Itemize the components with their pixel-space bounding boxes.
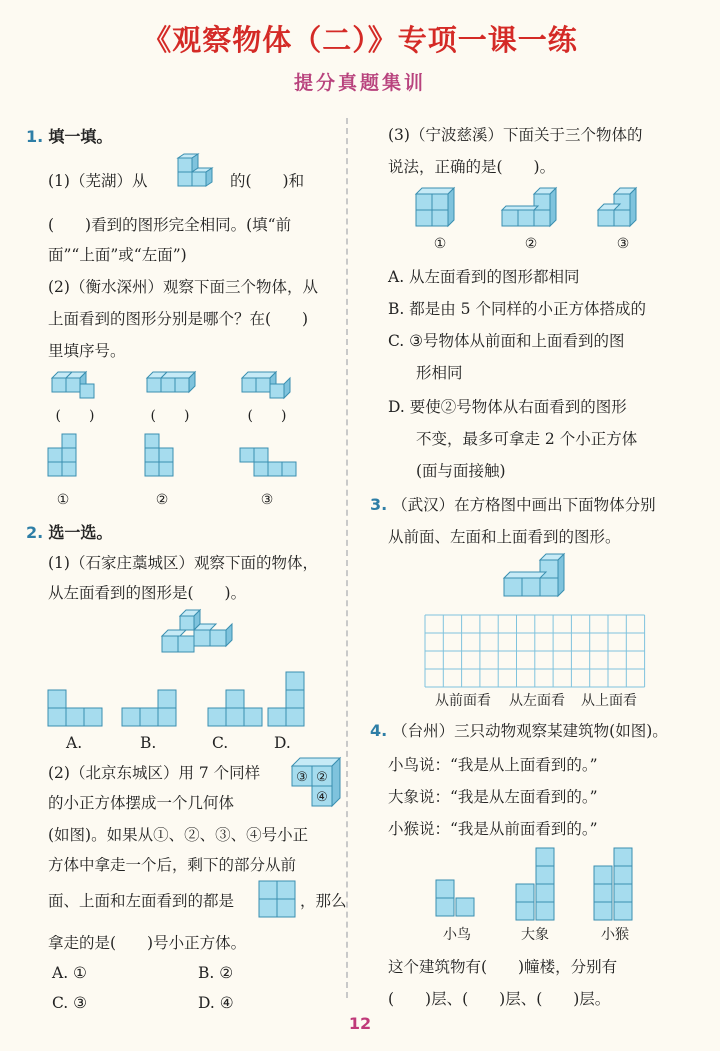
q4-line-2: 小鸟说：“我是从上面看到的。”: [388, 756, 598, 774]
q1-p2-text-2: 上面看到的图形分别是哪个？在( ): [48, 310, 309, 328]
q2-object-figure: [158, 606, 238, 660]
cube-label-2: ②: [316, 770, 328, 785]
q4-line-3: 大象说：“我是从左面看到的。”: [388, 788, 598, 806]
q1b-option-c-2: 形相同: [416, 364, 463, 382]
q1-number: 1.: [26, 127, 44, 146]
page-title: 《观察物体（二）》专项一课一练: [142, 23, 578, 57]
q3-number: 3.: [370, 495, 388, 514]
q1-object-1: [50, 368, 100, 402]
q4-number: 4.: [370, 721, 388, 740]
q2-option-figure-b: [122, 670, 178, 728]
q2-option-figure-c: [208, 670, 264, 728]
cube-label-3: ③: [296, 770, 308, 785]
q4-line-4: 小猴说：“我是从前面看到的。”: [388, 820, 598, 838]
q1-p3-text-1: (3)（宁波慈溪）下面关于三个物体的: [388, 126, 643, 144]
q3-text-1: [370, 494, 656, 516]
q1-object-3: [240, 368, 296, 402]
q4-label-monkey: 小猴: [601, 927, 629, 943]
q3-object-figure: [496, 552, 576, 606]
q1-choice-label-2: ②: [155, 492, 169, 508]
q4-elephant-view: [512, 846, 558, 922]
q2-p2-text-4: 方体中拿走一个后，剩下的部分从前: [48, 856, 297, 874]
q3-grid-label-front: 从前面看: [435, 693, 491, 709]
q1-choice-label-1: ①: [56, 492, 70, 508]
q1-object-2: [145, 368, 201, 402]
q1b-option-d-1[interactable]: D. 要使②号物体从右面看到的图形: [388, 398, 627, 416]
q1b-option-a[interactable]: A. 从左面看到的图形都相同: [388, 268, 580, 286]
q3-text-2: 从前面、左面和上面看到的图形。: [388, 528, 621, 546]
q4-line-6: ( )层、( )层、( )层。: [388, 990, 611, 1008]
q1-title: 填一填。: [48, 127, 113, 146]
q1b-option-d-2: 不变，最多可拿走 2 个小正方体: [416, 430, 638, 448]
q1-cube-figure: [172, 154, 224, 200]
q2-p2-text-1: (2)（北京东城区）用 7 个同样: [48, 764, 261, 782]
q3-grid-label-left: 从左面看: [509, 693, 565, 709]
q4-monkey-view: [590, 846, 636, 922]
q2-option-figure-a: [48, 670, 104, 728]
q2-answer-c[interactable]: C. ③: [52, 994, 88, 1012]
q1-choice-figure-3: [240, 432, 296, 490]
cube-label-4: ④: [316, 790, 328, 805]
q4-label-elephant: 大象: [521, 927, 549, 943]
q1b-figure-label-3: ③: [616, 236, 630, 252]
q4-bird-view: [434, 846, 480, 922]
q4-text-1: [370, 720, 668, 742]
q2-heading: [26, 520, 112, 543]
q1b-figure-3: [596, 186, 652, 236]
page-subtitle: 提分真题集训: [293, 72, 426, 94]
q2-option-figure-d: [266, 670, 322, 728]
q1b-figure-label-1: ①: [433, 236, 447, 252]
q2-numbered-cubes: [290, 756, 350, 808]
q1b-option-c-1[interactable]: C. ③号物体从前面和上面看到的图: [388, 332, 625, 350]
q4-line-1: （台州）三只动物观察某建筑物(如图)。: [392, 722, 668, 740]
q1-p1-text-3: 面”“上面”或“左面”): [48, 246, 187, 264]
q2-option-c[interactable]: C.: [212, 734, 229, 752]
q1-choice-label-3: ③: [260, 492, 274, 508]
q3-line-1: （武汉）在方格图中画出下面物体分别: [392, 496, 656, 514]
q1-p3-text-2: 说法，正确的是( )。: [388, 158, 556, 176]
q1-blank-1[interactable]: ( ): [55, 408, 95, 424]
q2-p2-text-6: 拿走的是( )号小正方体。: [48, 934, 247, 952]
q1b-figure-1: [414, 186, 470, 236]
q2-view-square: [258, 880, 298, 918]
q1-p2-text-3: 里填序号。: [48, 342, 126, 360]
q1b-option-d-3: (面与面接触): [416, 462, 506, 480]
q2-p2-text-5a: 面、上面和左面看到的都是: [48, 892, 235, 910]
q2-option-a[interactable]: A.: [66, 734, 83, 752]
page-number: 12: [348, 1014, 372, 1033]
q2-p2-text-3: (如图)。如果从①、②、③、④号小正: [48, 826, 309, 844]
q1-blank-2[interactable]: ( ): [150, 408, 190, 424]
q1-choice-figure-2: [145, 432, 185, 490]
q3-drawing-grid[interactable]: [424, 614, 646, 690]
q1-p1-text-a: (1)（芜湖）从: [48, 172, 148, 190]
q1-blank-3[interactable]: ( ): [247, 408, 287, 424]
q2-option-b[interactable]: B.: [140, 734, 157, 752]
q2-answer-b[interactable]: B. ②: [198, 964, 234, 982]
q2-p1-text-2: 从左面看到的图形是( )。: [48, 584, 247, 602]
q1b-option-b[interactable]: B. 都是由 5 个同样的小正方体搭成的: [388, 300, 646, 318]
q2-title: 选一选。: [48, 523, 113, 542]
q1b-figure-label-2: ②: [524, 236, 538, 252]
q1-p1-text-b: 的( )和: [230, 172, 305, 190]
q2-answer-a[interactable]: A. ①: [52, 964, 87, 982]
q1-choice-figure-1: [48, 432, 88, 490]
column-divider: [346, 118, 348, 998]
q4-line-5: 这个建筑物有( )幢楼，分别有: [388, 958, 618, 976]
q1-p2-text-1: (2)（衡水深州）观察下面三个物体，从: [48, 278, 318, 296]
q2-p1-text-1: (1)（石家庄藁城区）观察下面的物体，: [48, 554, 318, 572]
q2-p2-text-2: 的小正方体摆成一个几何体: [48, 794, 235, 812]
q2-option-d[interactable]: D.: [274, 734, 291, 752]
q1b-figure-2: [498, 186, 558, 236]
q2-number: 2.: [26, 523, 44, 542]
q1-heading: [26, 124, 112, 147]
q1-p1-text-2: ( )看到的图形完全相同。(填“前: [48, 216, 292, 234]
q3-grid-label-top: 从上面看: [581, 693, 637, 709]
q2-answer-d[interactable]: D. ④: [198, 994, 234, 1012]
q2-p2-text-5b: ，那么: [300, 892, 347, 910]
q4-label-bird: 小鸟: [443, 927, 471, 943]
